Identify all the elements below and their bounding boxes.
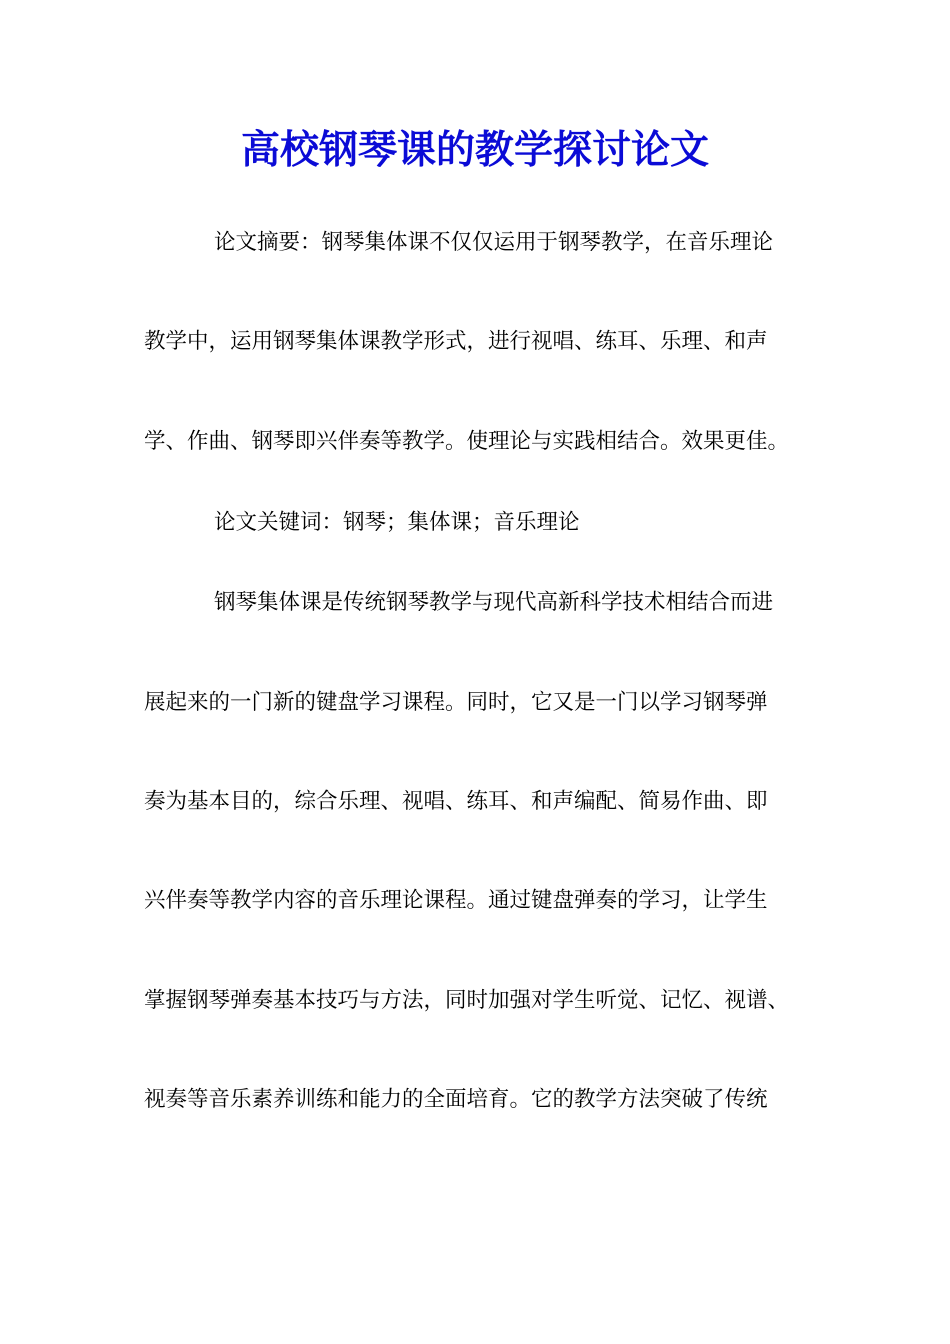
body-line-5: 掌握钢琴弹奏基本技巧与方法，同时加强对学生听觉、记忆、视谱、 [144,988,790,1013]
abstract-line-3: 学、作曲、钢琴即兴伴奏等教学。使理论与实践相结合。效果更佳。 [144,429,790,454]
body-line-4: 兴伴奏等教学内容的音乐理论课程。通过键盘弹奏的学习，让学生 [144,888,768,913]
body-line-1: 钢琴集体课是传统钢琴教学与现代高新科学技术相结合而进 [214,590,774,615]
abstract-line-1: 论文摘要：钢琴集体课不仅仅运用于钢琴教学，在音乐理论 [214,230,774,255]
abstract-line-2: 教学中，运用钢琴集体课教学形式，进行视唱、练耳、乐理、和声 [144,329,768,354]
body-line-2: 展起来的一门新的键盘学习课程。同时，它又是一门以学习钢琴弹 [144,690,768,715]
body-line-3: 奏为基本目的，综合乐理、视唱、练耳、和声编配、简易作曲、即 [144,789,768,814]
body-line-6: 视奏等音乐素养训练和能力的全面培育。它的教学方法突破了传统 [144,1087,768,1112]
keywords-line: 论文关键词：钢琴；集体课；音乐理论 [214,510,580,535]
document-title: 高校钢琴课的教学探讨论文 [240,127,709,173]
